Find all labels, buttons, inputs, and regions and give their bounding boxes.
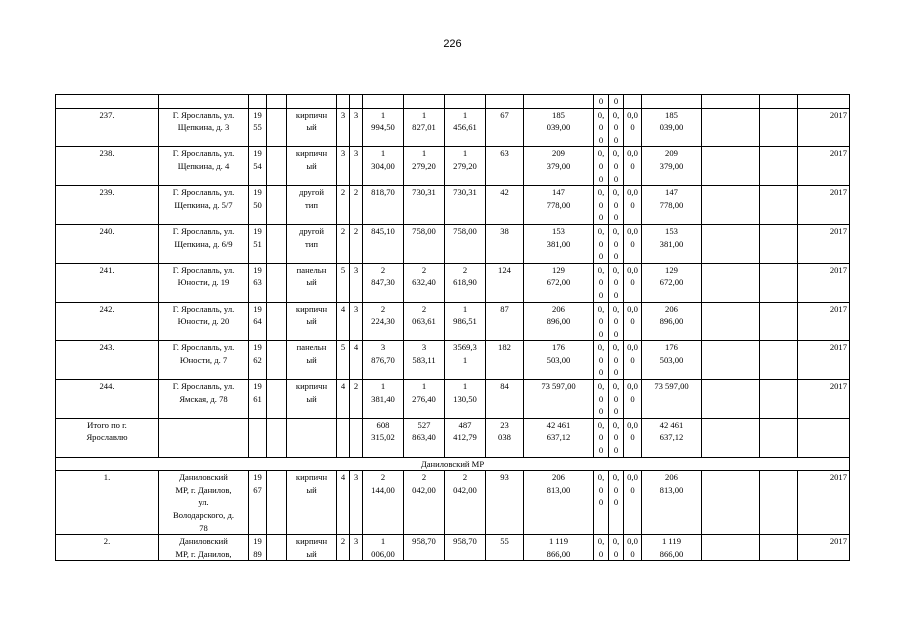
table-cell: 0, 0 0 bbox=[594, 224, 609, 263]
table-cell bbox=[267, 418, 287, 457]
table-cell bbox=[624, 95, 642, 109]
table-cell bbox=[702, 380, 760, 419]
year-built-cell: 19 55 bbox=[249, 108, 267, 147]
table-cell bbox=[702, 147, 760, 186]
row-number: 239. bbox=[56, 186, 159, 225]
table-row bbox=[56, 108, 850, 147]
sum-cell: 176 503,00 bbox=[642, 341, 702, 380]
year-built-cell: 19 50 bbox=[249, 186, 267, 225]
total-area-cell: 818,70 bbox=[363, 186, 404, 225]
total-area-cell: 1 381,40 bbox=[363, 380, 404, 419]
table-cell: 0,0 0 bbox=[624, 341, 642, 380]
residential-area-cell: 3569,3 1 bbox=[445, 341, 486, 380]
table-cell bbox=[702, 224, 760, 263]
cost-cell: 147 778,00 bbox=[524, 186, 594, 225]
cost-cell: 209 379,00 bbox=[524, 147, 594, 186]
table-row bbox=[56, 186, 850, 225]
sum-cell: 42 461 637,12 bbox=[642, 418, 702, 457]
residents-cell: 38 bbox=[486, 224, 524, 263]
year-built-cell: 19 54 bbox=[249, 147, 267, 186]
table-cell: 0, 0 0 bbox=[609, 224, 624, 263]
table-cell bbox=[350, 418, 363, 457]
table-row bbox=[56, 224, 850, 263]
table-cell bbox=[267, 380, 287, 419]
cost-cell: 206 896,00 bbox=[524, 302, 594, 341]
table-cell bbox=[760, 186, 798, 225]
total-area-cell: 2 144,00 bbox=[363, 471, 404, 535]
cost-cell: 1 119 866,00 bbox=[524, 535, 594, 561]
table-cell bbox=[486, 95, 524, 109]
address-cell: Г. Ярославль, ул. Щепкина, д. 4 bbox=[159, 147, 249, 186]
area-cell: 958,70 bbox=[404, 535, 445, 561]
table-cell bbox=[702, 535, 760, 561]
table-cell: 0,0 0 bbox=[624, 380, 642, 419]
wall-material-cell: кирпичн ый bbox=[287, 471, 337, 535]
sum-cell: 1 119 866,00 bbox=[642, 535, 702, 561]
total-area-cell: 2 847,30 bbox=[363, 263, 404, 302]
table-cell bbox=[404, 95, 445, 109]
completion-year-cell: 2017 bbox=[798, 186, 850, 225]
cost-cell: 206 813,00 bbox=[524, 471, 594, 535]
table-cell: 0 bbox=[609, 95, 624, 109]
table-cell: 0, 0 0 bbox=[594, 341, 609, 380]
floors-cell: 4 bbox=[337, 302, 350, 341]
table-cell bbox=[267, 535, 287, 561]
total-area-cell: 845,10 bbox=[363, 224, 404, 263]
residents-cell: 124 bbox=[486, 263, 524, 302]
cost-cell: 176 503,00 bbox=[524, 341, 594, 380]
year-built-cell: 19 63 bbox=[249, 263, 267, 302]
address-cell: Г. Ярославль, ул. Ямская, д. 78 bbox=[159, 380, 249, 419]
entrances-cell: 3 bbox=[350, 471, 363, 535]
year-built-cell: 19 51 bbox=[249, 224, 267, 263]
table-cell bbox=[760, 302, 798, 341]
table-cell bbox=[267, 95, 287, 109]
residential-area-cell: 1 130,50 bbox=[445, 380, 486, 419]
table-cell bbox=[249, 418, 267, 457]
table-cell bbox=[267, 263, 287, 302]
address-cell: Г. Ярославль, ул. Щепкина, д. 3 bbox=[159, 108, 249, 147]
area-cell: 3 583,11 bbox=[404, 341, 445, 380]
table-row bbox=[56, 380, 850, 419]
table-cell: 0 bbox=[594, 95, 609, 109]
table-cell bbox=[798, 95, 850, 109]
table-row bbox=[56, 471, 850, 535]
table-cell bbox=[702, 418, 760, 457]
table-cell: 0, 0 0 bbox=[594, 380, 609, 419]
table-cell: 0, 0 0 bbox=[609, 418, 624, 457]
row-number: 240. bbox=[56, 224, 159, 263]
floors-cell: 2 bbox=[337, 535, 350, 561]
sum-cell: 206 896,00 bbox=[642, 302, 702, 341]
table-cell bbox=[287, 418, 337, 457]
floors-cell: 3 bbox=[337, 147, 350, 186]
table-row bbox=[56, 341, 850, 380]
area-cell: 758,00 bbox=[404, 224, 445, 263]
entrances-cell: 2 bbox=[350, 224, 363, 263]
table-cell bbox=[267, 341, 287, 380]
completion-year-cell: 2017 bbox=[798, 108, 850, 147]
row-number: 1. bbox=[56, 471, 159, 535]
residents-cell: 182 bbox=[486, 341, 524, 380]
table-cell: 0, 0 0 bbox=[609, 108, 624, 147]
area-cell: 1 276,40 bbox=[404, 380, 445, 419]
total-area-cell: 1 006,00 bbox=[363, 535, 404, 561]
cost-cell: 73 597,00 bbox=[524, 380, 594, 419]
table-cell bbox=[363, 95, 404, 109]
table-cell: 0,0 0 bbox=[624, 224, 642, 263]
table-row bbox=[56, 302, 850, 341]
residents-cell: 93 bbox=[486, 471, 524, 535]
residential-area-cell: 1 986,51 bbox=[445, 302, 486, 341]
table-row bbox=[56, 263, 850, 302]
row-number: 241. bbox=[56, 263, 159, 302]
table-cell: 0, 0 0 bbox=[609, 263, 624, 302]
entrances-cell: 2 bbox=[350, 186, 363, 225]
address-cell: Даниловский МР, г. Данилов, ул. Володарского, д. 78 bbox=[159, 471, 249, 535]
residential-area-cell: 730,31 bbox=[445, 186, 486, 225]
residents-cell: 23 038 bbox=[486, 418, 524, 457]
wall-material-cell: кирпичн ый bbox=[287, 147, 337, 186]
entrances-cell: 2 bbox=[350, 380, 363, 419]
total-area-cell: 3 876,70 bbox=[363, 341, 404, 380]
table-row bbox=[56, 535, 850, 561]
table-cell bbox=[337, 418, 350, 457]
sum-cell: 73 597,00 bbox=[642, 380, 702, 419]
cost-cell: 185 039,00 bbox=[524, 108, 594, 147]
table-cell: 0, 0 0 bbox=[594, 471, 609, 535]
residents-cell: 63 bbox=[486, 147, 524, 186]
table-cell bbox=[267, 186, 287, 225]
total-area-cell: 1 304,00 bbox=[363, 147, 404, 186]
residential-area-cell: 958,70 bbox=[445, 535, 486, 561]
table-cell bbox=[702, 471, 760, 535]
table-cell bbox=[267, 302, 287, 341]
table-cell bbox=[702, 186, 760, 225]
table-cell: 0, 0 0 bbox=[594, 108, 609, 147]
floors-cell: 2 bbox=[337, 224, 350, 263]
table-cell bbox=[159, 418, 249, 457]
table-cell: 0,0 0 bbox=[624, 418, 642, 457]
area-cell: 2 042,00 bbox=[404, 471, 445, 535]
cost-cell: 153 381,00 bbox=[524, 224, 594, 263]
cost-cell: 129 672,00 bbox=[524, 263, 594, 302]
table-cell bbox=[760, 263, 798, 302]
area-cell: 527 863,40 bbox=[404, 418, 445, 457]
table-cell bbox=[337, 95, 350, 109]
table-cell: 0, 0 bbox=[609, 535, 624, 561]
wall-material-cell: панельн ый bbox=[287, 263, 337, 302]
table-cell: 0,0 0 bbox=[624, 108, 642, 147]
completion-year-cell: 2017 bbox=[798, 224, 850, 263]
table-cell: 0, 0 0 bbox=[594, 418, 609, 457]
entrances-cell: 4 bbox=[350, 341, 363, 380]
residents-cell: 42 bbox=[486, 186, 524, 225]
table-cell: 0, 0 0 bbox=[609, 302, 624, 341]
section-title: Даниловский МР bbox=[56, 457, 850, 471]
section-header-row bbox=[56, 457, 850, 471]
table-cell bbox=[798, 418, 850, 457]
table-cell bbox=[642, 95, 702, 109]
residents-cell: 87 bbox=[486, 302, 524, 341]
sum-cell: 209 379,00 bbox=[642, 147, 702, 186]
table-cell bbox=[267, 224, 287, 263]
total-area-cell: 2 224,30 bbox=[363, 302, 404, 341]
area-cell: 730,31 bbox=[404, 186, 445, 225]
sum-cell: 185 039,00 bbox=[642, 108, 702, 147]
completion-year-cell: 2017 bbox=[798, 535, 850, 561]
area-cell: 1 827,01 bbox=[404, 108, 445, 147]
table-cell bbox=[287, 95, 337, 109]
wall-material-cell: кирпичн ый bbox=[287, 302, 337, 341]
sum-cell: 153 381,00 bbox=[642, 224, 702, 263]
table-cell bbox=[760, 471, 798, 535]
wall-material-cell: кирпичн ый bbox=[287, 535, 337, 561]
year-built-cell: 19 64 bbox=[249, 302, 267, 341]
floors-cell: 4 bbox=[337, 380, 350, 419]
wall-material-cell: кирпичн ый bbox=[287, 380, 337, 419]
table-cell: 0,0 0 bbox=[624, 535, 642, 561]
entrances-cell: 3 bbox=[350, 535, 363, 561]
table-cell bbox=[760, 95, 798, 109]
table-cell: 0, 0 0 bbox=[594, 263, 609, 302]
floors-cell: 3 bbox=[337, 108, 350, 147]
residential-area-cell: 1 279,20 bbox=[445, 147, 486, 186]
year-built-cell: 19 62 bbox=[249, 341, 267, 380]
table-cell bbox=[249, 95, 267, 109]
total-area-cell: 1 994,50 bbox=[363, 108, 404, 147]
floors-cell: 5 bbox=[337, 341, 350, 380]
total-row bbox=[56, 418, 850, 457]
completion-year-cell: 2017 bbox=[798, 263, 850, 302]
completion-year-cell: 2017 bbox=[798, 471, 850, 535]
wall-material-cell: панельн ый bbox=[287, 341, 337, 380]
address-cell: Г. Ярославль, ул. Юности, д. 7 bbox=[159, 341, 249, 380]
table-cell: 0, 0 0 bbox=[594, 302, 609, 341]
residential-area-cell: 487 412,79 bbox=[445, 418, 486, 457]
table-cell: 0, 0 0 bbox=[609, 186, 624, 225]
table-cell bbox=[760, 380, 798, 419]
table-cell bbox=[760, 341, 798, 380]
address-cell: Г. Ярославль, ул. Щепкина, д. 5/7 bbox=[159, 186, 249, 225]
table-cell bbox=[267, 108, 287, 147]
wall-material-cell: другой тип bbox=[287, 224, 337, 263]
year-built-cell: 19 61 bbox=[249, 380, 267, 419]
page-number: 226 bbox=[443, 38, 462, 50]
table-cell bbox=[702, 95, 760, 109]
address-cell: Г. Ярославль, ул. Юности, д. 19 bbox=[159, 263, 249, 302]
address-cell: Г. Ярославль, ул. Щепкина, д. 6/9 bbox=[159, 224, 249, 263]
residential-area-cell: 2 042,00 bbox=[445, 471, 486, 535]
housing-table bbox=[55, 94, 850, 561]
table-cell bbox=[350, 95, 363, 109]
table-cell: 0,0 0 bbox=[624, 147, 642, 186]
residential-area-cell: 1 456,61 bbox=[445, 108, 486, 147]
table-cell: 0,0 0 bbox=[624, 471, 642, 535]
area-cell: 2 632,40 bbox=[404, 263, 445, 302]
residents-cell: 67 bbox=[486, 108, 524, 147]
row-number: 237. bbox=[56, 108, 159, 147]
entrances-cell: 3 bbox=[350, 108, 363, 147]
residents-cell: 55 bbox=[486, 535, 524, 561]
residential-area-cell: 2 618,90 bbox=[445, 263, 486, 302]
table-cell bbox=[702, 263, 760, 302]
table-cell: 0, 0 0 bbox=[609, 341, 624, 380]
entrances-cell: 3 bbox=[350, 147, 363, 186]
entrances-cell: 3 bbox=[350, 302, 363, 341]
completion-year-cell: 2017 bbox=[798, 341, 850, 380]
area-cell: 1 279,20 bbox=[404, 147, 445, 186]
sum-cell: 129 672,00 bbox=[642, 263, 702, 302]
table-cell bbox=[445, 95, 486, 109]
completion-year-cell: 2017 bbox=[798, 380, 850, 419]
table-cell: 0, 0 0 bbox=[609, 147, 624, 186]
table-cell bbox=[56, 95, 159, 109]
table-cell: 0, 0 0 bbox=[609, 471, 624, 535]
cost-cell: 42 461 637,12 bbox=[524, 418, 594, 457]
table-cell bbox=[702, 341, 760, 380]
table-cell bbox=[760, 224, 798, 263]
table-row-continuation bbox=[56, 95, 850, 109]
table-cell bbox=[760, 108, 798, 147]
year-built-cell: 19 89 bbox=[249, 535, 267, 561]
table-cell: 0, 0 bbox=[594, 535, 609, 561]
table-cell: 0, 0 0 bbox=[594, 186, 609, 225]
table-cell bbox=[760, 147, 798, 186]
year-built-cell: 19 67 bbox=[249, 471, 267, 535]
table-cell: 0,0 0 bbox=[624, 186, 642, 225]
address-cell: Г. Ярославль, ул. Юности, д. 20 bbox=[159, 302, 249, 341]
row-number: 238. bbox=[56, 147, 159, 186]
floors-cell: 5 bbox=[337, 263, 350, 302]
sum-cell: 147 778,00 bbox=[642, 186, 702, 225]
sum-cell: 206 813,00 bbox=[642, 471, 702, 535]
address-cell: Даниловский МР, г. Данилов, bbox=[159, 535, 249, 561]
row-number: 242. bbox=[56, 302, 159, 341]
table-cell: 0,0 0 bbox=[624, 302, 642, 341]
table-cell bbox=[524, 95, 594, 109]
table-cell bbox=[760, 418, 798, 457]
floors-cell: 4 bbox=[337, 471, 350, 535]
row-number: 244. bbox=[56, 380, 159, 419]
wall-material-cell: кирпичн ый bbox=[287, 108, 337, 147]
residential-area-cell: 758,00 bbox=[445, 224, 486, 263]
row-number: 243. bbox=[56, 341, 159, 380]
table-cell: 0, 0 0 bbox=[594, 147, 609, 186]
table-cell: 0,0 0 bbox=[624, 263, 642, 302]
table-cell bbox=[760, 535, 798, 561]
total-area-cell: 608 315,02 bbox=[363, 418, 404, 457]
table-cell bbox=[702, 108, 760, 147]
residents-cell: 84 bbox=[486, 380, 524, 419]
table-cell: 0, 0 0 bbox=[609, 380, 624, 419]
wall-material-cell: другой тип bbox=[287, 186, 337, 225]
table-cell bbox=[159, 95, 249, 109]
table-row bbox=[56, 147, 850, 186]
table-cell bbox=[702, 302, 760, 341]
completion-year-cell: 2017 bbox=[798, 147, 850, 186]
area-cell: 2 063,61 bbox=[404, 302, 445, 341]
floors-cell: 2 bbox=[337, 186, 350, 225]
entrances-cell: 3 bbox=[350, 263, 363, 302]
completion-year-cell: 2017 bbox=[798, 302, 850, 341]
table-cell bbox=[267, 471, 287, 535]
row-number: 2. bbox=[56, 535, 159, 561]
table-cell bbox=[267, 147, 287, 186]
total-label: Итого по г. Ярославлю bbox=[56, 418, 159, 457]
